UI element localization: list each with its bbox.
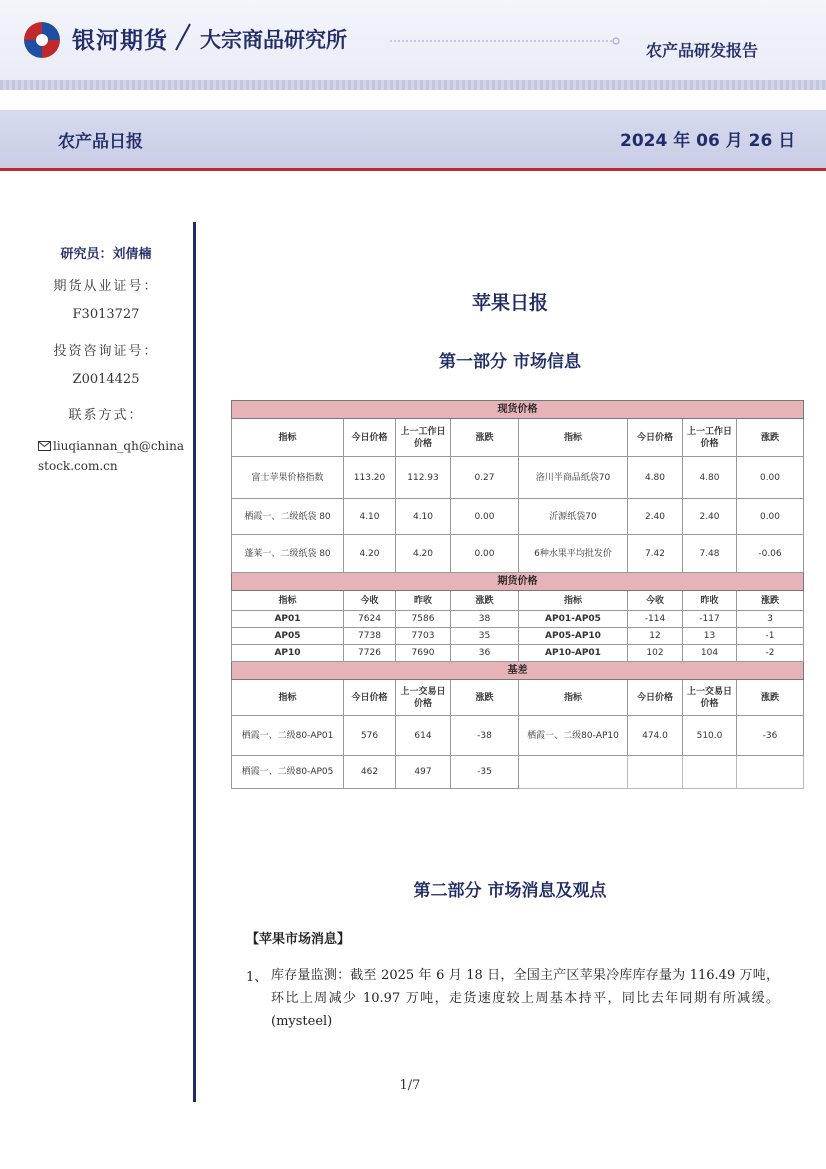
table-row [232,716,804,756]
table-cell: 富士苹果价格指数 [232,457,344,499]
table-cell: -1 [737,628,804,645]
table-cell: -0.06 [737,535,804,573]
column-header: 今收 [344,591,396,611]
column-header: 指标 [232,591,344,611]
table-cell: AP01 [232,611,344,628]
table-cell: 576 [344,716,396,756]
table-section-title: 期货价格 [232,573,804,591]
document-title: 苹果日报 [471,292,548,314]
table-cell: 栖霞一、二级纸袋 80 [232,499,344,535]
table-cell: AP10 [232,645,344,662]
table-cell: -35 [451,756,519,789]
table-cell: 3 [737,611,804,628]
table-cell: 4.20 [344,535,396,573]
table-cell: 13 [683,628,737,645]
table-cell: 35 [451,628,519,645]
report-date: 2024 年 06 月 26 日 [620,131,796,151]
table-section-title: 现货价格 [232,401,804,419]
license-number: F3013727 [72,307,140,322]
table-cell: 栖霞一、二级80-AP01 [232,716,344,756]
table-cell: 0.00 [737,457,804,499]
table-cell: 4.80 [683,457,737,499]
table-cell [737,756,804,789]
slash-divider [172,22,194,52]
spot-title-row [232,401,804,419]
table-row [232,499,804,535]
news-item-text: 库存量监测：截至 2025 年 6 月 18 日，全国主产区苹果冷库库存量为 116.49 万吨，环比上周减少 10.97 万吨，走货速度较上周基本持平，同比去年同期有所减缓。(mysteel) [271,968,779,1029]
column-header: 昨收 [683,591,737,611]
table-row [232,611,804,628]
table-cell: 12 [628,628,683,645]
table-row [232,645,804,662]
license-label: 期货从业证号： [53,279,159,294]
column-header: 指标 [232,680,344,716]
table-cell: 102 [628,645,683,662]
table-cell: -2 [737,645,804,662]
column-header: 指标 [519,680,628,716]
table-cell: 474.0 [628,716,683,756]
sidebar-divider [193,222,196,1102]
table-cell: 4.10 [396,499,451,535]
column-header: 指标 [519,419,628,457]
column-header: 涨跌 [737,591,804,611]
spot-header-row [232,419,804,457]
table-cell: 7738 [344,628,396,645]
news-header: 【苹果市场消息】 [246,932,351,947]
header-stripe [0,80,826,90]
table-cell: 2.40 [683,499,737,535]
table-cell: AP01-AP05 [519,611,628,628]
table-cell: 沂源纸袋70 [519,499,628,535]
department-name: 大宗商品研究所 [200,28,347,52]
galaxy-logo-icon [22,20,62,60]
researcher-name: 研究员：刘倩楠 [60,247,152,262]
table-cell: 7.42 [628,535,683,573]
futures-header-row [232,591,804,611]
contact-label: 联系方式： [68,408,144,423]
mail-icon [38,441,51,451]
report-type: 农产品研发报告 [646,41,759,60]
table-cell [519,756,628,789]
table-cell: 0.27 [451,457,519,499]
table-cell: 38 [451,611,519,628]
table-cell: 7726 [344,645,396,662]
column-header: 上一交易日价格 [683,680,737,716]
futures-price-section [232,573,804,662]
market-data-table [231,400,804,789]
table-cell: AP05 [232,628,344,645]
consult-label: 投资咨询证号： [53,344,159,359]
column-header: 今收 [628,591,683,611]
table-cell: 0.00 [451,535,519,573]
table-cell: 7624 [344,611,396,628]
column-header: 涨跌 [737,419,804,457]
basis-header-row [232,680,804,716]
report-category: 农产品日报 [58,132,143,152]
contact-email[interactable] [38,436,188,476]
table-cell: 4.80 [628,457,683,499]
column-header: 指标 [232,419,344,457]
table-cell: 4.20 [396,535,451,573]
table-row [232,628,804,645]
column-header: 涨跌 [451,591,519,611]
table-row [232,535,804,573]
table-cell: AP05-AP10 [519,628,628,645]
table-cell: AP10-AP01 [519,645,628,662]
email-text: liuqiannan_qh@chinastock.com.cn [38,439,184,473]
table-cell: 洛川半商品纸袋70 [519,457,628,499]
table-cell: 614 [396,716,451,756]
column-header: 涨跌 [737,680,804,716]
table-cell: -114 [628,611,683,628]
table-cell: 蓬莱一、二级纸袋 80 [232,535,344,573]
table-cell: 0.00 [737,499,804,535]
column-header: 上一工作日价格 [683,419,737,457]
header-decorative-line [390,36,622,46]
consult-number: Z0014425 [72,372,140,387]
table-cell [683,756,737,789]
news-item-number: 1、 [246,970,268,985]
table-cell: 0.00 [451,499,519,535]
column-header: 涨跌 [451,680,519,716]
table-cell: 104 [683,645,737,662]
table-cell: -117 [683,611,737,628]
table-cell: 4.10 [344,499,396,535]
column-header: 指标 [519,591,628,611]
table-cell: 7703 [396,628,451,645]
brand-name: 银河期货 [72,28,168,54]
table-cell: 510.0 [683,716,737,756]
table-section-title: 基差 [232,662,804,680]
basis-section [232,662,804,789]
futures-title-row [232,573,804,591]
table-row [232,756,804,789]
column-header: 涨跌 [451,419,519,457]
table-cell: 栖霞一、二级80-AP05 [232,756,344,789]
table-cell: 462 [344,756,396,789]
table-cell: 6种水果平均批发价 [519,535,628,573]
table-cell: 497 [396,756,451,789]
table-cell [628,756,683,789]
section-title-market-info: 第一部分 市场信息 [439,352,581,372]
table-row [232,457,804,499]
table-cell: 栖霞一、二级80-AP10 [519,716,628,756]
table-cell: 7690 [396,645,451,662]
basis-title-row [232,662,804,680]
page-number: 1/7 [399,1078,421,1093]
column-header: 今日价格 [628,680,683,716]
table-cell: -38 [451,716,519,756]
column-header: 上一工作日价格 [396,419,451,457]
table-cell: 7586 [396,611,451,628]
column-header: 昨收 [396,591,451,611]
section-title-news: 第二部分 市场消息及观点 [413,881,607,901]
table-cell: -36 [737,716,804,756]
column-header: 今日价格 [344,419,396,457]
header-red-rule [0,168,826,171]
table-cell: 36 [451,645,519,662]
spot-price-section [232,401,804,573]
table-cell: 7.48 [683,535,737,573]
column-header: 上一交易日价格 [396,680,451,716]
column-header: 今日价格 [628,419,683,457]
column-header: 今日价格 [344,680,396,716]
table-cell: 112.93 [396,457,451,499]
table-cell: 2.40 [628,499,683,535]
table-cell: 113.20 [344,457,396,499]
